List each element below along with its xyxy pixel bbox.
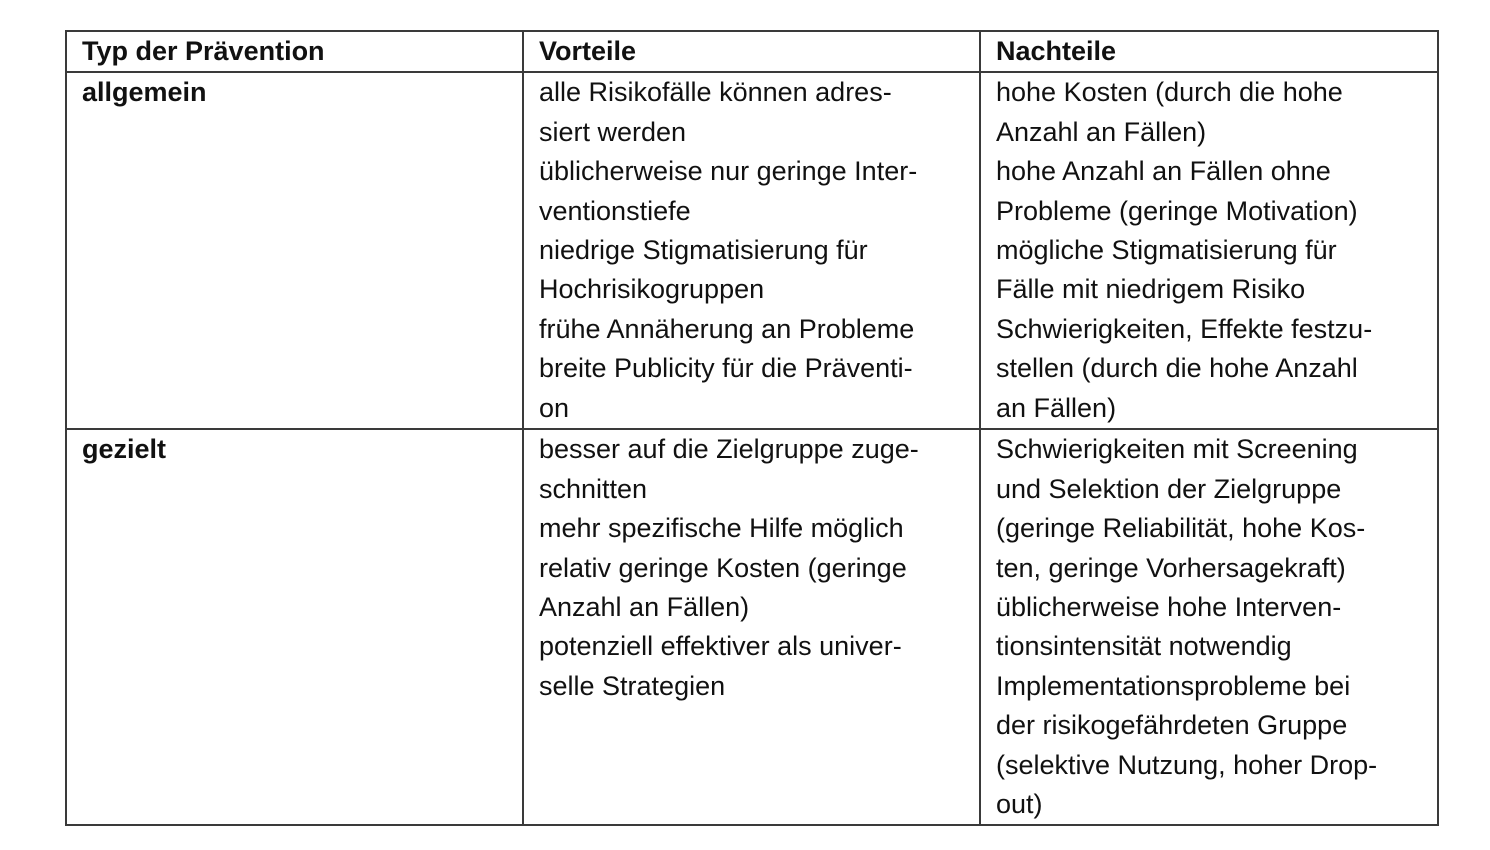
vorteile-cell bbox=[523, 72, 980, 429]
table-row bbox=[66, 72, 1438, 429]
cell-line: Probleme (geringe Motivation) bbox=[996, 195, 1358, 226]
cell-line: mehr spezifische Hilfe möglich bbox=[539, 513, 904, 544]
cell-line: Anzahl an Fällen) bbox=[996, 116, 1207, 147]
vorteile-cell bbox=[523, 429, 980, 825]
cell-line: relativ geringe Kosten (geringe bbox=[539, 552, 907, 583]
prevention-table bbox=[65, 30, 1439, 826]
cell-line: hohe Anzahl an Fällen ohne bbox=[996, 156, 1331, 187]
cell-line: potenziell effektiver als univer- bbox=[539, 631, 902, 662]
cell-line: üblicherweise nur geringe Inter- bbox=[539, 156, 918, 187]
cell-line: breite Publicity für die Präventi- bbox=[539, 353, 913, 384]
cell-line: Fälle mit niedrigem Risiko bbox=[996, 274, 1306, 305]
cell-line: out) bbox=[996, 789, 1043, 820]
cell-line: Implementationsprobleme bei bbox=[996, 670, 1351, 701]
header-typ: Typ der Prävention bbox=[66, 31, 523, 72]
cell-line: an Fällen) bbox=[996, 392, 1117, 423]
header-nachteile: Nachteile bbox=[980, 31, 1438, 72]
cell-line: ventionstiefe bbox=[539, 195, 691, 226]
nachteile-cell bbox=[980, 429, 1438, 825]
row-type-label: gezielt bbox=[66, 429, 523, 825]
cell-line: tionsintensität notwendig bbox=[996, 631, 1292, 662]
cell-line: niedrige Stigmatisierung für bbox=[539, 235, 868, 266]
nachteile-cell bbox=[980, 72, 1438, 429]
cell-line: mögliche Stigmatisierung für bbox=[996, 235, 1337, 266]
cell-line: frühe Annäherung an Probleme bbox=[539, 313, 915, 344]
cell-line: Schwierigkeiten mit Screening bbox=[996, 434, 1358, 465]
cell-line: ten, geringe Vorhersagekraft) bbox=[996, 552, 1346, 583]
table-row bbox=[66, 429, 1438, 825]
cell-line: alle Risikofälle können adres- bbox=[539, 77, 892, 108]
cell-line: hohe Kosten (durch die hohe bbox=[996, 77, 1343, 108]
cell-line: (geringe Reliabilität, hohe Kos- bbox=[996, 513, 1366, 544]
header-vorteile: Vorteile bbox=[523, 31, 980, 72]
cell-line: und Selektion der Zielgruppe bbox=[996, 473, 1342, 504]
cell-line: der risikogefährdeten Gruppe bbox=[996, 710, 1348, 741]
cell-line: siert werden bbox=[539, 116, 687, 147]
cell-line: selle Strategien bbox=[539, 670, 726, 701]
table-header-row bbox=[66, 31, 1438, 72]
row-type-label: allgemein bbox=[66, 72, 523, 429]
cell-line: schnitten bbox=[539, 473, 648, 504]
cell-line: on bbox=[539, 392, 570, 423]
cell-line: besser auf die Zielgruppe zuge- bbox=[539, 434, 919, 465]
cell-line: Hochrisikogruppen bbox=[539, 274, 765, 305]
cell-line: üblicherweise hohe Interven- bbox=[996, 592, 1342, 623]
cell-line: Schwierigkeiten, Effekte festzu- bbox=[996, 313, 1373, 344]
cell-line: stellen (durch die hohe Anzahl bbox=[996, 353, 1358, 384]
cell-line: (selektive Nutzung, hoher Drop- bbox=[996, 749, 1378, 780]
cell-line: Anzahl an Fällen) bbox=[539, 592, 750, 623]
